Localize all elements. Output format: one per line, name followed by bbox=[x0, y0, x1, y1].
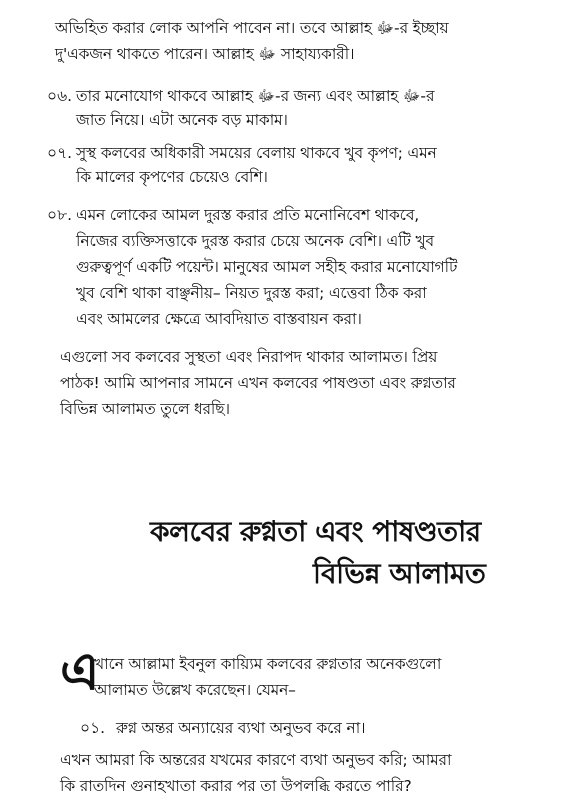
item-06-line-2: জাত নিয়ে। এটা অনেক বড় মাকাম। bbox=[76, 111, 288, 129]
closing-line-1: এখন আমরা কি অন্তরের যখমের কারণে ব্যথা অনুভব করি; আমরা bbox=[60, 751, 452, 769]
item-06-line-1: তার মনোযোগ থাকবে আল্লাহ ﷻ-র জন্য এবং আল্লাহ ﷻ-র bbox=[76, 87, 435, 105]
item-01-number: ০১. bbox=[80, 719, 106, 737]
item-08-line-1: এমন লোকের আমল দুরস্ত করার প্রতি মনোনিবেশ থাকবে, bbox=[76, 206, 419, 224]
item-07-number: ০৭. bbox=[47, 144, 73, 162]
summary-line-1: এগুলো সব কলবের সুস্থতা এবং নিরাপদ থাকার আলামত। প্রিয় bbox=[60, 348, 438, 366]
section-heading-line-1: কলবের রুগ্নতা এবং পাষণ্ডতার bbox=[150, 515, 481, 548]
item-01-text: রুগ্ন অন্তর অন্যায়ের ব্যথা অনুভব করে না। bbox=[116, 719, 366, 737]
item-06-number: ০৬. bbox=[47, 87, 73, 105]
item-08-line-2: নিজের ব্যক্তিসত্তাকে দুরস্ত করার চেয়ে অনেক বেশি। এটি খুব bbox=[76, 232, 434, 250]
summary-line-3: বিভিন্ন আলামত তুলে ধরছি। bbox=[60, 400, 230, 418]
para-line-1: খানে আল্লামা ইবনুল কায়্যিম কলবের রুগ্নতার অনেকগুলো bbox=[94, 655, 442, 673]
closing-line-2: কি রাতদিন গুনাহখাতা করার পর তা উপলব্ধি করতে পারি? bbox=[60, 777, 412, 795]
summary-line-2: পাঠক! আমি আপনার সামনে এখন কলবের পাষণ্ডতা এবং রুগ্নতার bbox=[60, 374, 456, 392]
item-08-line-4: খুব বেশি থাকা বাঞ্ছনীয়– নিয়ত দুরস্ত করা; এত্তেবা ঠিক করা bbox=[76, 284, 427, 302]
section-heading-line-2: বিভিন্ন আলামত bbox=[313, 557, 486, 590]
item-08-number: ০৮. bbox=[47, 206, 73, 224]
item-07-line-2: কি মালের কৃপণের চেয়েও বেশি। bbox=[76, 168, 268, 186]
drop-cap: এ bbox=[60, 641, 100, 702]
item-07-line-1: সুস্থ কলবের অধিকারী সময়ের বেলায় থাকবে খুব কৃপণ; এমন bbox=[76, 144, 437, 162]
item-08-line-5: এবং আমলের ক্ষেত্রে আবদিয়াত বাস্তবায়ন করা। bbox=[76, 310, 362, 328]
intro-line-1: অভিহিত করার লোক আপনি পাবেন না। তবে আল্লাহ ﷻ-র ইচ্ছায় bbox=[55, 19, 449, 37]
intro-line-2: দু'একজন থাকতে পারেন। আল্লাহ ﷻ সাহায্যকারী। bbox=[55, 45, 355, 63]
item-08-line-3: গুরুত্বপূর্ণ একটি পয়েন্ট। মানুষের আমল সহীহ করার মনোযোগটি bbox=[76, 258, 458, 276]
para-line-2: আলামত উল্লেখ করেছেন। যেমন– bbox=[94, 681, 296, 699]
